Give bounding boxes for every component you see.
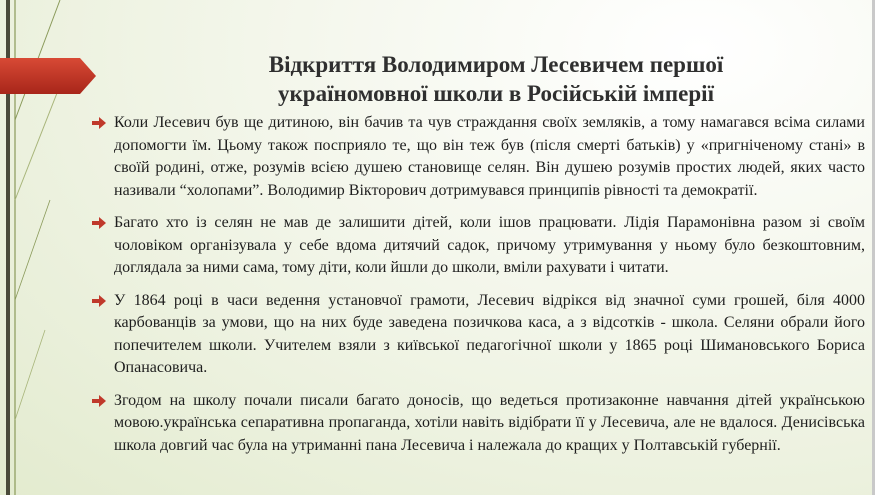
- bullet-text: У 1864 році в часи ведення установчої грамоти, Лесевич відрікся від значної суми грошей, біля 4000 карбованців за умови, що на них буде заведена позичкова каса, а з відсотків - школа. Селяни обрали його попечителем школи. Учителем взяли з київської педагогічної школи у 1865 році Шимановського Бориса Опанасовича.: [114, 291, 865, 376]
- bullet-text: Коли Лесевич був ще дитиною, він бачив та чув страждання своїх земляків, а тому намагався всіма силами допомогти їм. Цьому також посприяло те, що він теж був (після смерті батьків) у «пригніченому стані» в своїй родині, отже, розумів всією душею становище селян. Він душею розумів простих людей, яких часто називали “холопами”. Володимир Вікторович дотримувався принципів рівності та демократії.: [114, 114, 865, 199]
- bullet-item: [90, 390, 865, 458]
- arrow-right-icon: [92, 117, 106, 129]
- title-line-2: україномовної школи в Російській імперії: [278, 81, 714, 106]
- bullet-text: Згодом на школу почали писали багато доносів, що ведеться протизаконне навчання дітей українською мовою.українська сепаративна пропаганда, хотіли навіть відібрати її у Лесевича, але не вдалося. Денисівська школа довгий час була на утриманні пана Лесевича і належала до кращих у Полтавській губернії.: [114, 391, 865, 454]
- bullet-list: [90, 112, 865, 467]
- accent-tab: [0, 58, 96, 94]
- arrow-right-icon: [92, 295, 106, 307]
- slide-title: [196, 50, 796, 108]
- bullet-item: [90, 112, 865, 202]
- title-line-1: Відкриття Володимиром Лесевичем першої: [268, 52, 724, 77]
- bullet-item: [90, 290, 865, 380]
- arrow-right-icon: [92, 395, 106, 407]
- bullet-item: [90, 212, 865, 280]
- arrow-right-icon: [92, 217, 106, 229]
- bullet-text: Багато хто із селян не мав де залишити дітей, коли ішов працювати. Лідія Парамонівна разом зі своїм чоловіком організувала у себе вдома дитячий садок, причому утримування у ньому було безкоштовним, доглядала за ними сама, тому діти, коли йшли до школи, вміли рахувати і читати.: [114, 214, 865, 276]
